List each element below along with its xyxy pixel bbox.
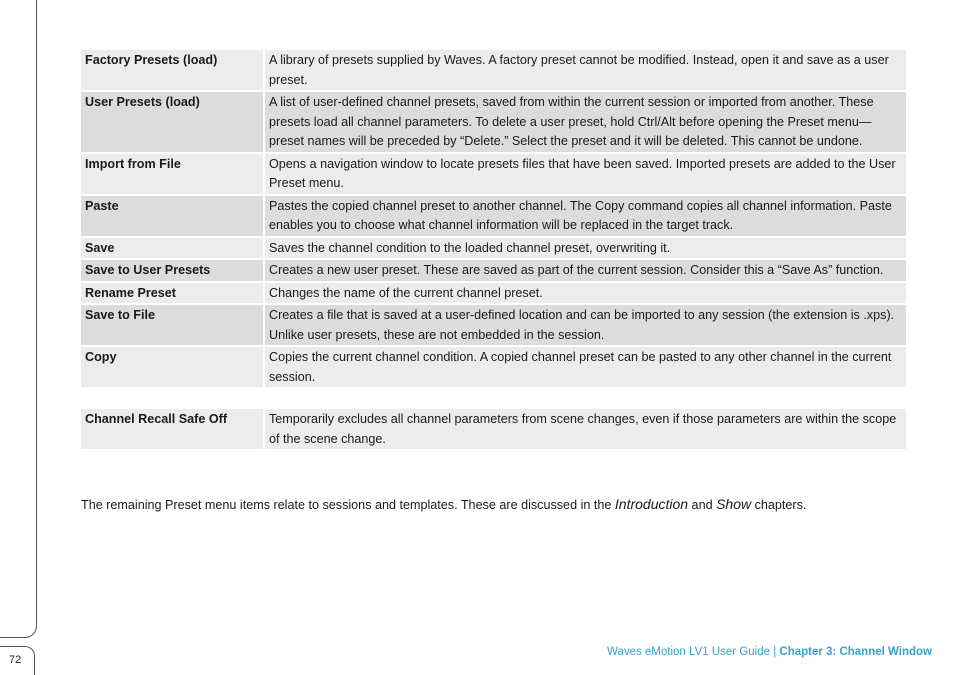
row-description: Pastes the copied channel preset to another channel. The Copy command copies all channel information. Paste enables you to choose what channel information will be replaced in the target track.: [265, 196, 906, 236]
table-row: [81, 154, 906, 194]
table-row: [81, 305, 906, 345]
footer-separator: |: [770, 646, 780, 658]
note-text: chapters.: [751, 498, 807, 512]
table-row: [81, 50, 906, 90]
row-term: Save: [81, 238, 263, 259]
table-row: [81, 260, 906, 281]
table-row: [81, 92, 906, 152]
row-description: A library of presets supplied by Waves. A factory preset cannot be modified. Instead, open it and save as a user preset.: [265, 50, 906, 90]
row-description: A list of user-defined channel presets, saved from within the current session or imported from another. These presets load all channel parameters. To delete a user preset, hold Ctrl/Alt before opening the Preset menu—preset names will be preceded by “Delete.” Select the preset and it will be deleted. This cannot be undone.: [265, 92, 906, 152]
page-footer: [607, 646, 932, 658]
row-term: Channel Recall Safe Off: [81, 409, 263, 449]
note-text: The remaining Preset menu items relate to sessions and templates. These are discussed in the: [81, 498, 615, 512]
row-term: User Presets (load): [81, 92, 263, 152]
row-description: Opens a navigation window to locate presets files that have been saved. Imported presets are added to the User Preset menu.: [265, 154, 906, 194]
preset-menu-table: [81, 50, 906, 449]
row-description: Copies the current channel condition. A copied channel preset can be pasted to any other channel in the current session.: [265, 347, 906, 387]
table-row: [81, 409, 906, 449]
row-term: Factory Presets (load): [81, 50, 263, 90]
show-reference: Show: [716, 496, 752, 512]
row-term: Import from File: [81, 154, 263, 194]
row-term: Paste: [81, 196, 263, 236]
row-term: Save to User Presets: [81, 260, 263, 281]
table-row: [81, 283, 906, 304]
row-term: Rename Preset: [81, 283, 263, 304]
table-row: [81, 347, 906, 387]
table-row: [81, 238, 906, 259]
table-row: [81, 196, 906, 236]
closing-note: [81, 495, 911, 514]
chapter-title: Chapter 3: Channel Window: [779, 646, 932, 658]
row-description: Creates a new user preset. These are saved as part of the current session. Consider this a “Save As” function.: [265, 260, 906, 281]
introduction-reference: Introduction: [614, 496, 689, 512]
row-description: Creates a file that is saved at a user-defined location and can be imported to any session (the extension is .xps). Unlike user presets, these are not embedded in the session.: [265, 305, 906, 345]
row-term: Save to File: [81, 305, 263, 345]
page-number: 72: [9, 654, 22, 666]
page-margin-line: [0, 0, 37, 638]
guide-title: Waves eMotion LV1 User Guide: [607, 646, 770, 658]
page-number-tab: [0, 646, 35, 675]
row-term: Copy: [81, 347, 263, 387]
row-description: Changes the name of the current channel preset.: [265, 283, 906, 304]
row-description: Saves the channel condition to the loaded channel preset, overwriting it.: [265, 238, 906, 259]
row-description: Temporarily excludes all channel parameters from scene changes, even if those parameters are within the scope of the scene change.: [265, 409, 906, 449]
note-text: and: [688, 498, 717, 512]
